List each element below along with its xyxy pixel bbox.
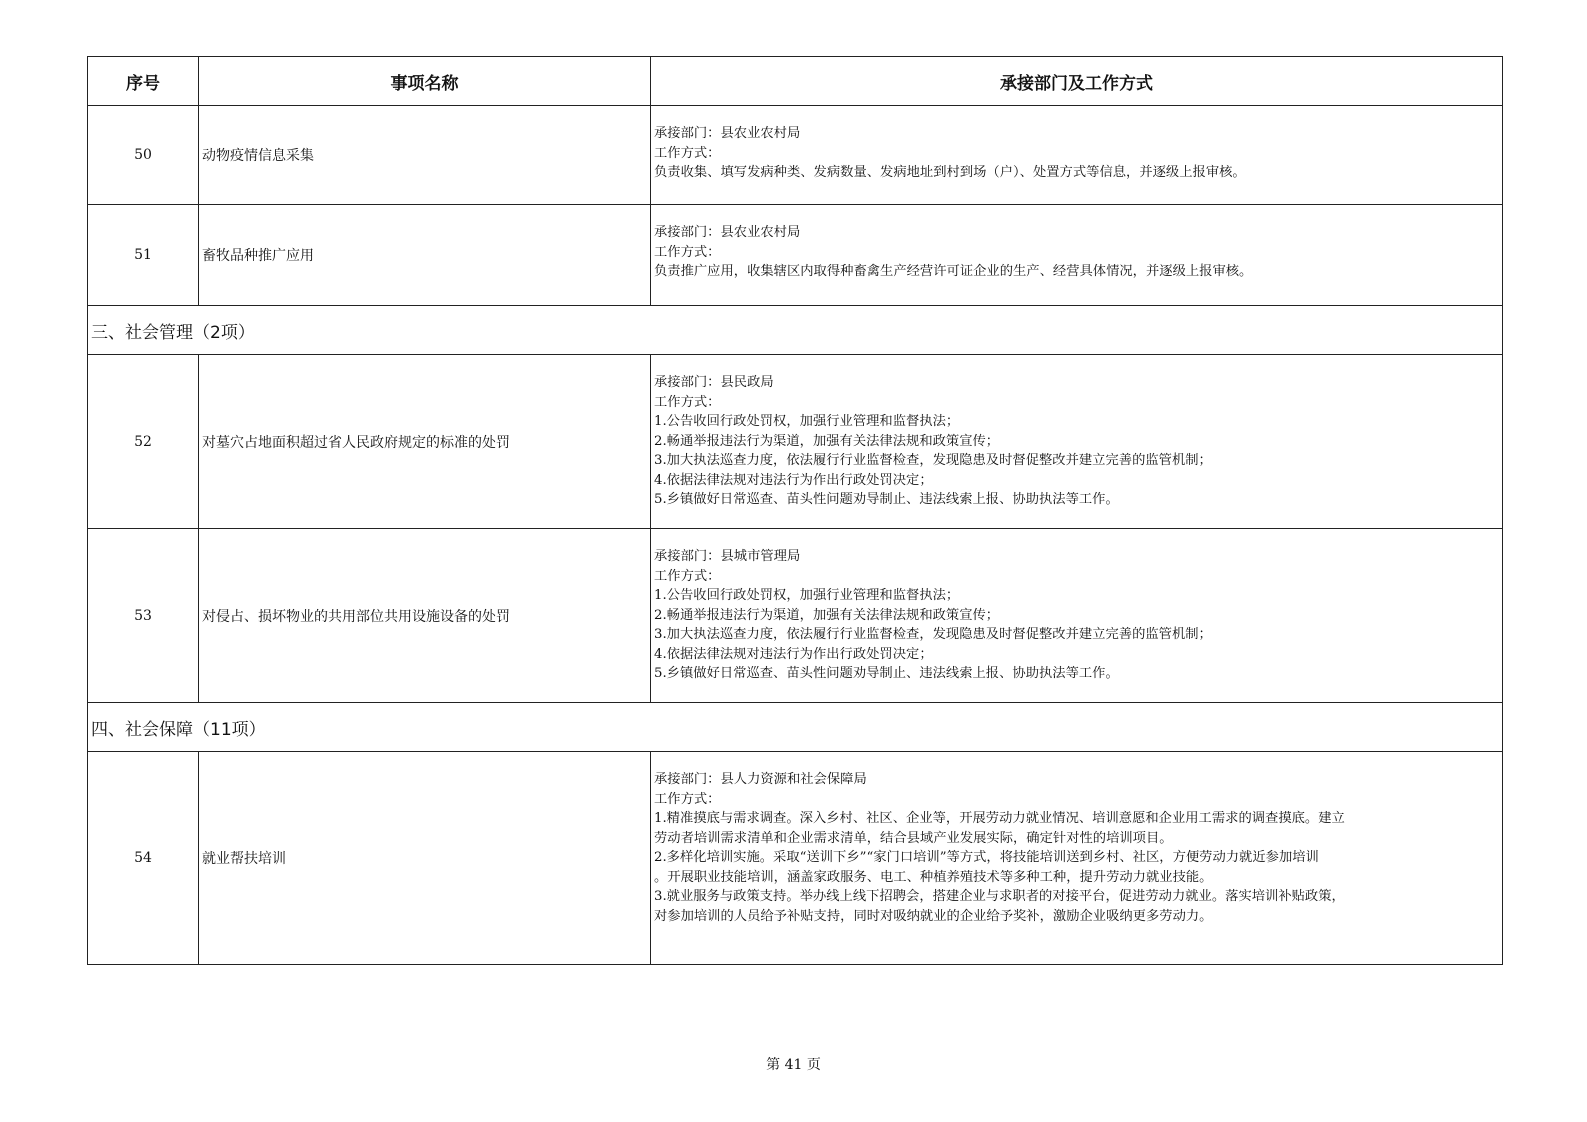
section-title: 三、社会管理（2项） xyxy=(88,306,1503,355)
item-serial-number: 51 xyxy=(88,205,199,306)
item-name: 就业帮扶培训 xyxy=(199,752,651,965)
department-method-line: 承接部门：县农业农村局 xyxy=(654,126,801,141)
department-method-line: 4.依据法律法规对违法行为作出行政处罚决定； xyxy=(654,646,933,662)
item-serial-number: 53 xyxy=(88,529,199,703)
section-title: 四、社会保障（11项） xyxy=(88,703,1503,752)
item-name: 对侵占、损坏物业的共用部位共用设施设备的处罚 xyxy=(199,529,651,703)
item-name: 畜牧品种推广应用 xyxy=(199,205,651,306)
department-method-line: 1.公告收回行政处罚权，加强行业管理和监督执法； xyxy=(654,414,960,429)
table-body xyxy=(88,106,1503,965)
item-serial-number: 54 xyxy=(88,752,199,965)
department-method-line: 2.畅通举报违法行为渠道，加强有关法律法规和政策宣传； xyxy=(654,607,1000,623)
department-method-line: 1.公告收回行政处罚权，加强行业管理和监督执法； xyxy=(654,588,960,603)
work-items-table xyxy=(87,56,1503,965)
item-name: 对墓穴占地面积超过省人民政府规定的标准的处罚 xyxy=(199,355,651,529)
department-method-line: 2.多样化培训实施。采取“送训下乡”“家门口培训”等方式，将技能培训送到乡村、社区，方便劳动力就近参加培训 xyxy=(654,850,1319,865)
header-item-name: 事项名称 xyxy=(199,57,651,106)
department-method-line: 对参加培训的人员给予补贴支持，同时对吸纳就业的企业给予奖补，激励企业吸纳更多劳动力。 xyxy=(654,908,1213,924)
table-row xyxy=(88,205,1503,306)
department-method-line: 5.乡镇做好日常巡查、苗头性问题劝导制止、违法线索上报、协助执法等工作。 xyxy=(654,492,1119,507)
department-method-line: 3.就业服务与政策支持。举办线上线下招聘会，搭建企业与求职者的对接平台，促进劳动力就业。落实培训补贴政策， xyxy=(654,889,1345,904)
section-row xyxy=(88,703,1503,752)
department-method-line: 承接部门：县人力资源和社会保障局 xyxy=(654,772,867,787)
department-method-cell xyxy=(651,355,1503,529)
department-method-line: 4.依据法律法规对违法行为作出行政处罚决定； xyxy=(654,472,933,488)
header-serial-number: 序号 xyxy=(88,57,199,106)
department-method-line: 工作方式： xyxy=(654,791,721,807)
department-method-cell xyxy=(651,529,1503,703)
department-method-line: 承接部门：县民政局 xyxy=(654,375,774,390)
item-name: 动物疫情信息采集 xyxy=(199,106,651,205)
page-number: 第 41 页 xyxy=(766,1057,821,1073)
department-method-line: 工作方式： xyxy=(654,244,721,260)
department-method-line: 工作方式： xyxy=(654,394,721,410)
table-row xyxy=(88,355,1503,529)
department-method-line: 工作方式： xyxy=(654,145,721,161)
department-method-line: 劳动者培训需求清单和企业需求清单，结合县域产业发展实际，确定针对性的培训项目。 xyxy=(654,830,1173,846)
department-method-line: 负责推广应用，收集辖区内取得种畜禽生产经营许可证企业的生产、经营具体情况，并逐级上报审核。 xyxy=(654,264,1253,279)
department-method-cell xyxy=(651,752,1503,965)
table-row xyxy=(88,529,1503,703)
department-method-line: 5.乡镇做好日常巡查、苗头性问题劝导制止、违法线索上报、协助执法等工作。 xyxy=(654,666,1119,681)
item-serial-number: 52 xyxy=(88,355,199,529)
department-method-line: 3.加大执法巡查力度，依法履行行业监督检查，发现隐患及时督促整改并建立完善的监管机制； xyxy=(654,453,1212,468)
department-method-line: 2.畅通举报违法行为渠道，加强有关法律法规和政策宣传； xyxy=(654,433,1000,449)
section-row xyxy=(88,306,1503,355)
header-department-method: 承接部门及工作方式 xyxy=(651,57,1503,106)
table-row xyxy=(88,752,1503,965)
department-method-line: 承接部门：县城市管理局 xyxy=(654,549,801,564)
department-method-line: 承接部门：县农业农村局 xyxy=(654,225,801,240)
department-method-line: 负责收集、填写发病种类、发病数量、发病地址到村到场（户）、处置方式等信息，并逐级上报审核。 xyxy=(654,165,1246,180)
department-method-line: 工作方式： xyxy=(654,568,721,584)
item-serial-number: 50 xyxy=(88,106,199,205)
table-header-row xyxy=(88,57,1503,106)
department-method-cell xyxy=(651,205,1503,306)
department-method-line: 1.精准摸底与需求调查。深入乡村、社区、企业等，开展劳动力就业情况、培训意愿和企业用工需求的调查摸底。建立 xyxy=(654,811,1345,826)
department-method-line: 3.加大执法巡查力度，依法履行行业监督检查，发现隐患及时督促整改并建立完善的监管机制； xyxy=(654,627,1212,642)
department-method-line: 。开展职业技能培训，涵盖家政服务、电工、种植养殖技术等多种工种，提升劳动力就业技能。 xyxy=(654,869,1213,885)
department-method-cell xyxy=(651,106,1503,205)
table-row xyxy=(88,106,1503,205)
